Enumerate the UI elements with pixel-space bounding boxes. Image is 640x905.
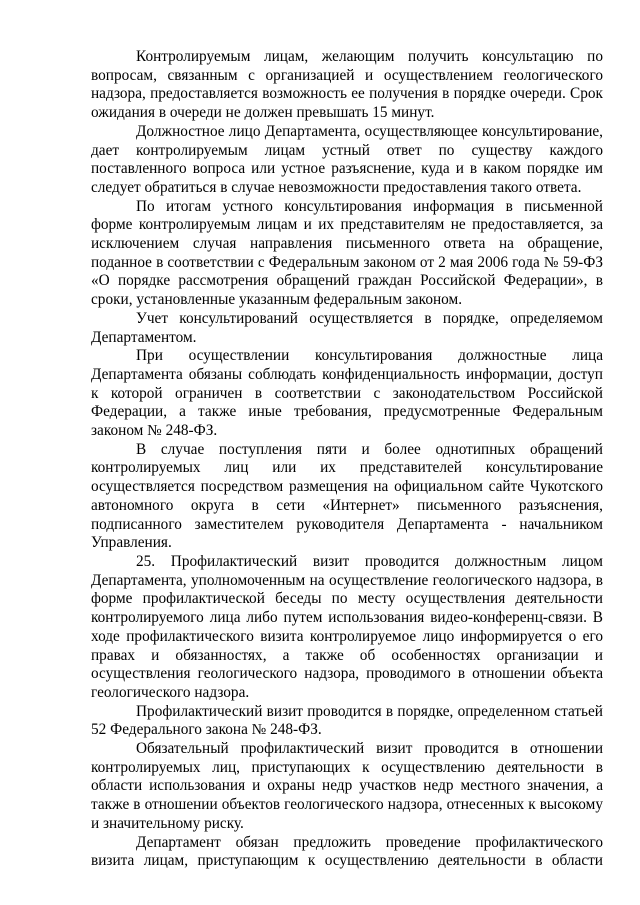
paragraph-consultation-accounting: Учет консультирований осуществляется в порядке, определяемом Департаментом. [91,309,603,346]
paragraph-oral-answer: Должностное лицо Департамента, осуществляющее консультирование, дает контролируемым лицам устный ответ по существу каждого поставленного вопроса или устное разъяснение, куда и в каком порядке им следует обратиться в случае невозможности предоставления такого ответа. [91,122,603,196]
paragraph-consultation-queue: Контролируемым лицам, желающим получить консультацию по вопросам, связанным с организацией и осуществлением геологического надзора, предоставляется возможность ее получения в порядке очереди. Срок ожидания в очереди не должен превышать 15 минут. [91,48,603,122]
paragraph-confidentiality: При осуществлении консультирования должностные лица Департамента обязаны соблюдать конфиденциальность информации, доступ к которой ограничен в соответствии с законодательством Российской Федерации, а также иные требования, предусмотренные Федеральным законом № 248-ФЗ. [91,347,603,440]
paragraph-mandatory-visit: Обязательный профилактический визит проводится в отношении контролируемых лиц, приступающих к осуществлению деятельности в области использования и охраны недр участков недр местного значения, а также в отношении объектов геологического надзора, отнесенных к высокому и значительному риску. [91,740,603,832]
paragraph-department-obliged: Департамент обязан предложить проведение профилактического визита лицам, приступающим к осуществлению деятельности в области [91,833,603,870]
paragraph-visit-procedure: Профилактический визит проводится в порядке, определенном статьей 52 Федерального закона № 248-ФЗ. [91,702,603,739]
paragraph-similar-requests: В случае поступления пяти и более однотипных обращений контролируемых лиц или их представителей консультирование осуществляется посредством размещения на официальном сайте Чукотского автономного округа в сети «Интернет» письменного разъяснения, подписанного заместителем руководителя Департамента - начальником Управления. [91,440,603,552]
document-page [91,48,603,871]
paragraph-written-info: По итогам устного консультирования информация в письменной форме контролируемым лицам и их представителям не предоставляется, за исключением случая направления письменного ответа на обращение, поданное в соответствии с Федеральным законом от 2 мая 2006 года № 59-ФЗ «О порядке рассмотрения обращений граждан Российской Федерации», в сроки, установленные указанным федеральным законом. [91,197,603,309]
paragraph-preventive-visit: 25. Профилактический визит проводится должностным лицом Департамента, уполномоченным на осуществление геологического надзора, в форме профилактической беседы по месту осуществления деятельности контролируемого лица либо путем использования видео-конференц-связи. В ходе профилактического визита контролируемое лицо информируется о его правах и обязанностях, а также об особенностях организации и осуществления геологического надзора, проводимого в отношении объекта геологического надзора. [91,552,603,701]
